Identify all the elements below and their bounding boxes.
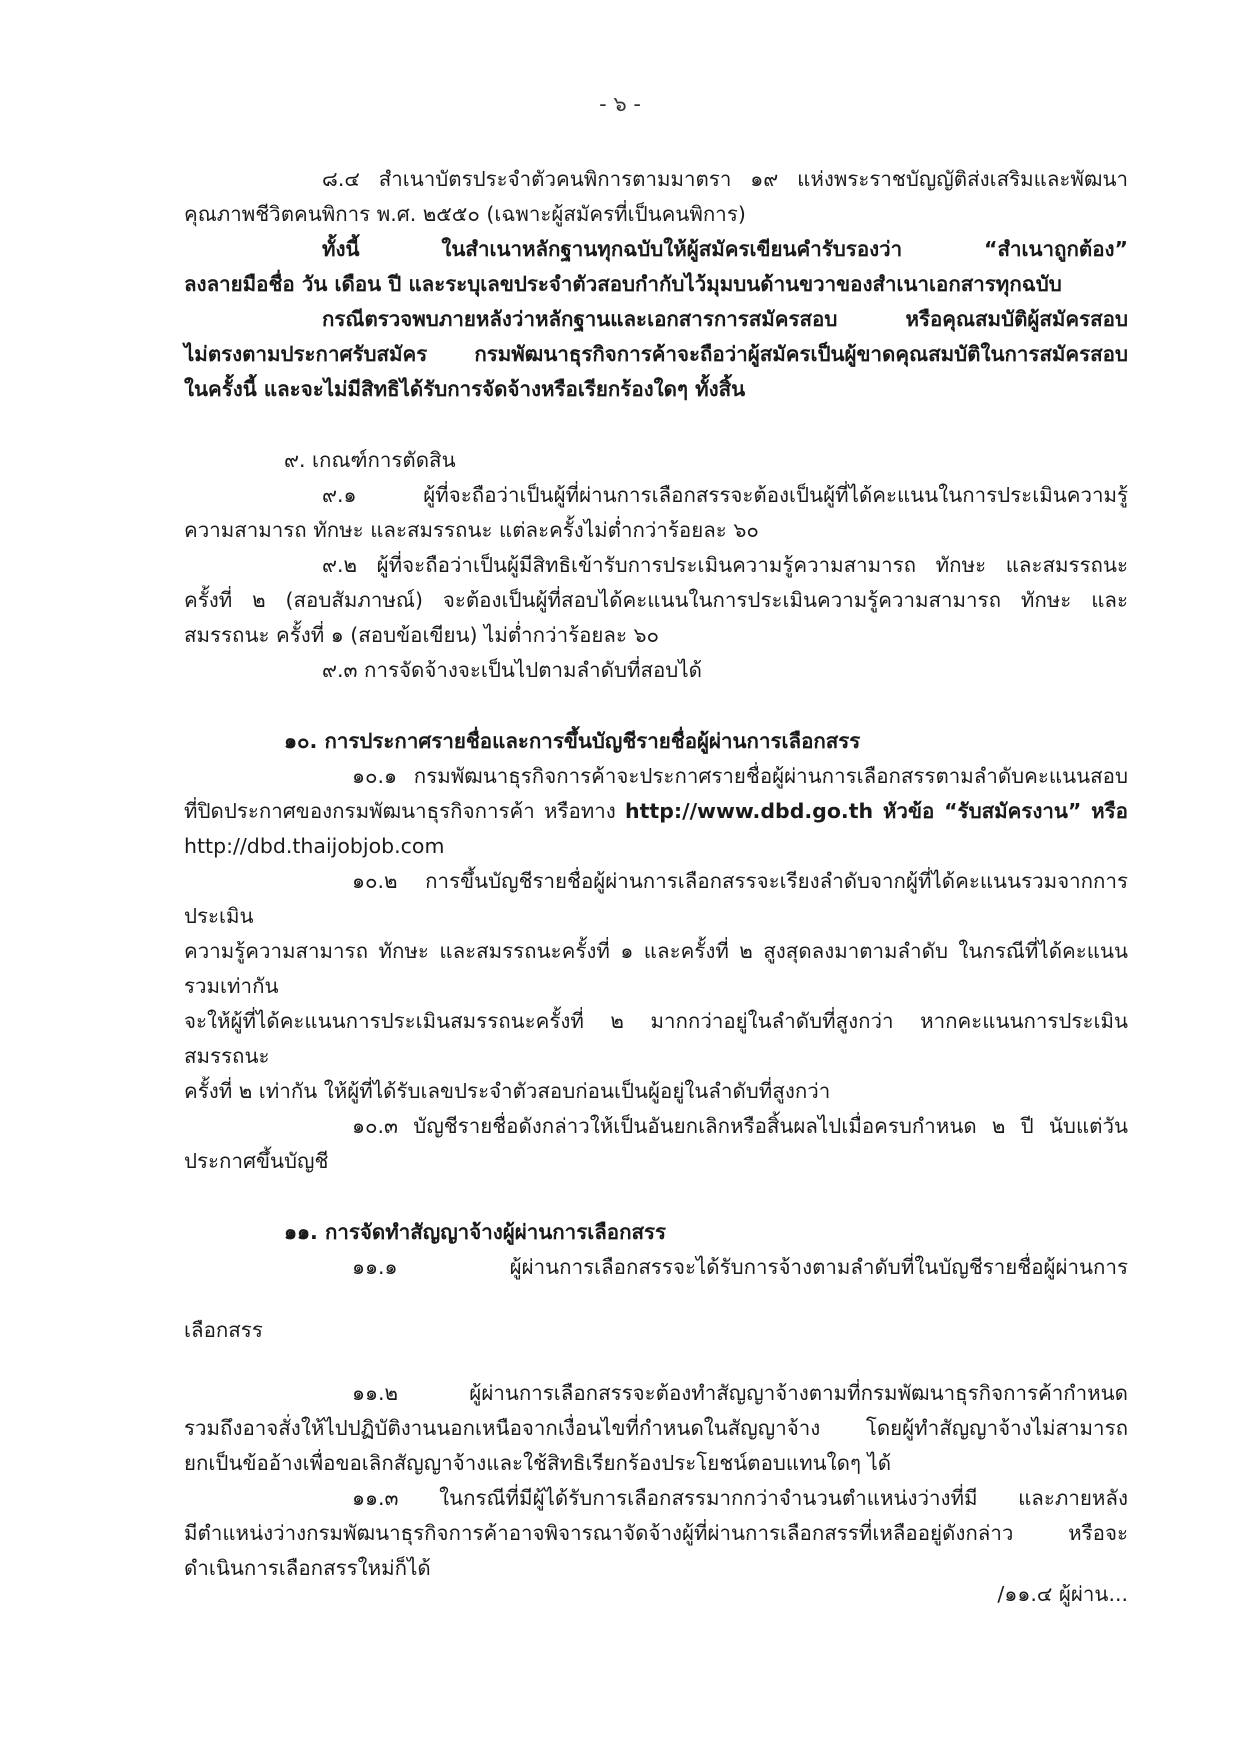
section-10-1-line-1: ๑๐.๑ กรมพัฒนาธุรกิจการค้าจะประกาศรายชื่อผู้ผ่านการเลือกสรรตามลำดับคะแนนสอบ <box>352 764 1128 788</box>
section-8-4-line-2: คุณภาพชีวิตคนพิการ พ.ศ. ๒๕๕๐ (เฉพาะผู้สมัครที่เป็นคนพิการ) <box>184 202 746 226</box>
section-11-3-line-1: ๑๑.๓ ในกรณีที่มีผู้ได้รับการเลือกสรรมากกว่าจำนวนตำแหน่งว่างที่มี และภายหลัง <box>352 1486 1128 1510</box>
section-11-1-line-2: เลือกสรร <box>184 1318 263 1342</box>
section-11-heading: ๑๑. การจัดทำสัญญาจ้างผู้ผ่านการเลือกสรร <box>284 1220 667 1244</box>
section-9-1-line-2: ความสามารถ ทักษะ และสมรรถนะ แต่ละครั้งไม่ต่ำกว่าร้อยละ ๖๐ <box>184 518 759 542</box>
section-10-2-line-4: ครั้งที่ ๒ เท่ากัน ให้ผู้ที่ได้รับเลขประจำตัวสอบก่อนเป็นผู้อยู่ในลำดับที่สูงกว่า <box>184 1079 831 1103</box>
page-number: - ๖ - <box>599 92 641 116</box>
note-disqualification-line-2: ไม่ตรงตามประกาศรับสมัคร กรมพัฒนาธุรกิจการค้าจะถือว่าผู้สมัครเป็นผู้ขาดคุณสมบัติในการสมัครสอบ <box>184 342 1128 366</box>
section-9-heading: ๙. เกณฑ์การตัดสิน <box>284 448 456 472</box>
section-11-3-line-2: มีตำแหน่งว่างกรมพัฒนาธุรกิจการค้าอาจพิจารณาจัดจ้างผู้ที่ผ่านการเลือกสรรที่เหลืออยู่ดังกล่าว หรือจะ <box>184 1521 1128 1545</box>
continuation-footer: /๑๑.๔ ผู้ผ่าน... <box>997 1582 1128 1606</box>
section-9-2-line-3: สมรรถนะ ครั้งที่ ๑ (สอบข้อเขียน) ไม่ต่ำกว่าร้อยละ ๖๐ <box>184 623 660 647</box>
section-10-2-line-3: จะให้ผู้ที่ได้คะแนนการประเมินสมรรถนะครั้งที่ ๒ มากกว่าอยู่ในลำดับที่สูงกว่า หากคะแนนการประเมินสมรรถนะ <box>184 1009 1128 1068</box>
section-11-2-line-1: ๑๑.๒ ผู้ผ่านการเลือกสรรจะต้องทำสัญญาจ้างตามที่กรมพัฒนาธุรกิจการค้ากำหนด <box>352 1381 1128 1405</box>
section-11-3-line-3: ดำเนินการเลือกสรรใหม่ก็ได้ <box>184 1556 431 1580</box>
note-copy-certification-line-1: ทั้งนี้ ในสำเนาหลักฐานทุกฉบับให้ผู้สมัครเขียนคำรับรองว่า “สำเนาถูกต้อง” <box>322 237 1128 261</box>
section-10-2-line-1: ๑๐.๒ การขึ้นบัญชีรายชื่อผู้ผ่านการเลือกสรรจะเรียงลำดับจากผู้ที่ได้คะแนนรวมจากการประเมิน <box>184 869 1128 928</box>
note-copy-certification-line-2: ลงลายมือชื่อ วัน เดือน ปี และระบุเลขประจำตัวสอบกำกับไว้มุมบนด้านขวาของสำเนาเอกสารทุกฉบับ <box>184 272 1062 296</box>
note-disqualification-line-3: ในครั้งนี้ และจะไม่มีสิทธิได้รับการจัดจ้างหรือเรียกร้องใดๆ ทั้งสิ้น <box>184 377 746 401</box>
section-9-2-line-2: ครั้งที่ ๒ (สอบสัมภาษณ์) จะต้องเป็นผู้ที่สอบได้คะแนนในการประเมินความรู้ความสามารถ ทักษะ และ <box>184 588 1128 612</box>
thaijobjob-link[interactable]: http://dbd.thaijobjob.com <box>184 834 445 858</box>
section-10-1-line-2-text: ที่ปิดประกาศของกรมพัฒนาธุรกิจการค้า หรือทาง <box>184 799 626 823</box>
section-9-1-line-1: ๙.๑ ผู้ที่จะถือว่าเป็นผู้ที่ผ่านการเลือกสรรจะต้องเป็นผู้ที่ได้คะแนนในการประเมินความรู้ <box>322 483 1128 507</box>
section-10-3-line-2: ประกาศขึ้นบัญชี <box>184 1149 329 1173</box>
section-9-2-line-1: ๙.๒ ผู้ที่จะถือว่าเป็นผู้มีสิทธิเข้ารับการประเมินความรู้ความสามารถ ทักษะ และสมรรถนะ <box>322 553 1128 577</box>
section-10-2-line-2: ความรู้ความสามารถ ทักษะ และสมรรถนะครั้งที่ ๑ และครั้งที่ ๒ สูงสุดลงมาตามลำดับ ในกรณีที่ได้คะแนนรวมเท่ากัน <box>184 939 1128 998</box>
section-11-1-line-1: ๑๑.๑ ผู้ผ่านการเลือกสรรจะได้รับการจ้างตามลำดับที่ในบัญชีรายชื่อผู้ผ่านการ <box>352 1255 1128 1279</box>
section-10-3-line-1: ๑๐.๓ บัญชีรายชื่อดังกล่าวให้เป็นอันยกเลิกหรือสิ้นผลไปเมื่อครบกำหนด ๒ ปี นับแต่วัน <box>352 1114 1128 1138</box>
section-10-1-line-2 <box>184 794 1128 829</box>
document-body <box>184 162 1128 1586</box>
note-disqualification-line-1: กรณีตรวจพบภายหลังว่าหลักฐานและเอกสารการสมัครสอบ หรือคุณสมบัติผู้สมัครสอบ <box>322 307 1128 331</box>
section-10-heading: ๑๐. การประกาศรายชื่อและการขึ้นบัญชีรายชื่อผู้ผ่านการเลือกสรร <box>284 729 861 753</box>
dbd-website-link[interactable]: http://www.dbd.go.th หัวข้อ “รับสมัครงาน” หรือ <box>625 799 1128 823</box>
section-8-4-line-1: ๘.๔ สำเนาบัตรประจำตัวคนพิการตามมาตรา ๑๙ แห่งพระราชบัญญัติส่งเสริมและพัฒนา <box>322 167 1128 191</box>
section-11-2-line-2: รวมถึงอาจสั่งให้ไปปฏิบัติงานนอกเหนือจากเงื่อนไขที่กำหนดในสัญญาจ้าง โดยผู้ทำสัญญาจ้างไม่สามารถ <box>184 1416 1128 1440</box>
section-9-3: ๙.๓ การจัดจ้างจะเป็นไปตามลำดับที่สอบได้ <box>322 658 702 682</box>
section-11-2-line-3: ยกเป็นข้ออ้างเพื่อขอเลิกสัญญาจ้างและใช้สิทธิเรียกร้องประโยชน์ตอบแทนใดๆ ได้ <box>184 1451 892 1475</box>
